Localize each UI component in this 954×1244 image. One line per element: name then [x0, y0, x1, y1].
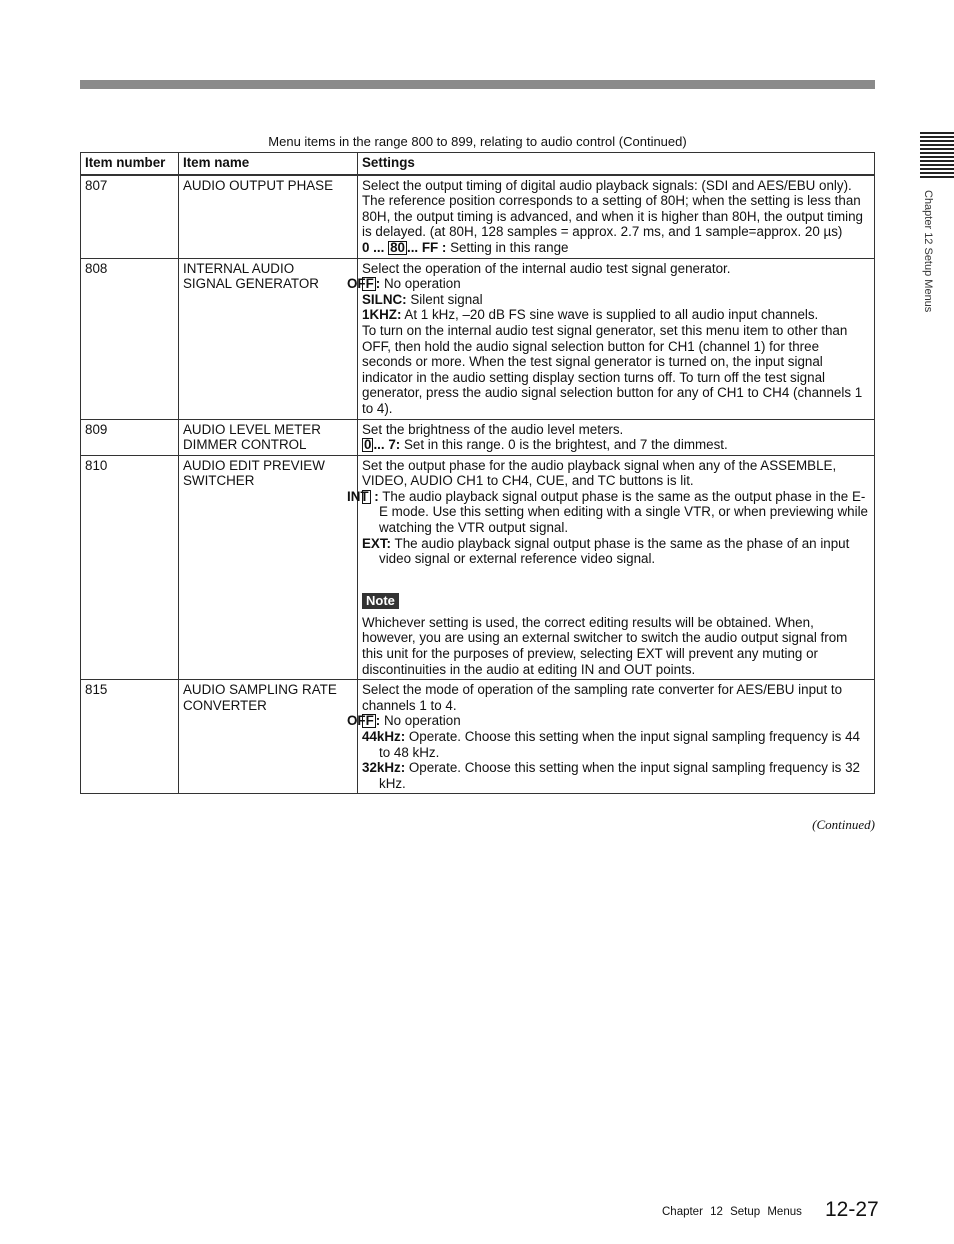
header-item-number: Item number [81, 153, 179, 175]
header-settings: Settings [358, 153, 875, 175]
note-tag: Note [362, 593, 399, 609]
item-settings [347, 258, 875, 419]
option-label: 32kHz: [362, 760, 406, 776]
side-chapter-label: Chapter 12 Setup Menus [922, 190, 934, 313]
range-label [362, 437, 400, 452]
footer-chapter: Chapter 12 Setup Menus [662, 1206, 802, 1218]
table-row [81, 175, 875, 258]
continued-label: (Continued) [812, 817, 875, 832]
item-name [179, 175, 358, 258]
table-row [81, 419, 875, 455]
item-name-line: INTERNAL AUDIO [183, 260, 295, 276]
item-name-line: DIMMER CONTROL [183, 437, 307, 453]
item-name-line: AUDIO OUTPUT PHASE [183, 177, 334, 193]
settings-option [347, 276, 870, 292]
range-suffix: ... 7: [373, 437, 401, 453]
option-label: : [370, 488, 379, 504]
settings-range [362, 437, 870, 453]
range-prefix: 0 ... [362, 239, 389, 255]
option-description: At 1 kHz, –20 dB FS sine wave is supplied to all audio input channels. [401, 307, 819, 323]
top-rule [80, 80, 875, 89]
settings-option [347, 488, 870, 536]
settings-text: Select the operation of the internal audio test signal generator. [362, 260, 731, 276]
settings-option [362, 307, 870, 323]
chapter-tab-marker [920, 132, 954, 178]
item-name [179, 680, 358, 794]
option-description: Operate. Choose this setting when the input signal sampling frequency is 44 to 48 kHz. [379, 729, 860, 760]
table-header-row [81, 153, 875, 175]
option-label: 44kHz: [362, 729, 406, 744]
table-row [81, 258, 875, 419]
option-label: 1KHZ: [362, 307, 402, 323]
item-settings [358, 419, 875, 455]
table-row [81, 455, 875, 680]
settings-text: Select the mode of operation of the sampling rate converter for AES/EBU input to channels 1 to 4. [362, 682, 843, 713]
table-body [81, 175, 875, 794]
item-name-line: AUDIO EDIT PREVIEW [183, 457, 325, 473]
settings-text: Select the output timing of digital audio playback signals: (SDI and AES/EBU only). The reference position corresponds to a setting of 80H; when the setting is less than 80H, the output timing is advanced, and when it is higher than 80H, the output timing is delayed. (at 80H, 128 samples = approx. 2.7 ms, and 1 sample=approx. 20 µs) [362, 177, 863, 240]
settings-range [362, 240, 870, 256]
item-number: 808 [81, 258, 179, 419]
settings-option [362, 729, 870, 760]
range-suffix: ... FF : [406, 239, 447, 255]
default-option-box: OFF [347, 713, 374, 729]
range-description: Set in this range. 0 is the brightest, and 7 the dimmest. [400, 437, 728, 453]
item-number: 810 [81, 455, 179, 680]
page-number: 12-27 [825, 1198, 879, 1221]
option-description: Operate. Choose this setting when the input signal sampling frequency is 32 kHz. [379, 760, 860, 791]
item-name-line: CONVERTER [183, 697, 267, 713]
settings-text: Set the output phase for the audio playback signal when any of the ASSEMBLE, VIDEO, AUDIO CH1 to CH4, CUE, and TC buttons is lit. [362, 457, 837, 489]
default-value-box: 0 [364, 437, 372, 453]
item-name-line: SIGNAL GENERATOR [183, 276, 319, 292]
settings-option [362, 536, 870, 567]
item-name-line: AUDIO LEVEL METER [183, 421, 321, 437]
option-label: : [375, 713, 381, 729]
settings-text: To turn on the internal audio test signal generator, set this menu item to other than OFF, then hold the audio signal selection button for CH1 (channel 1) for three seconds or more. When the test signal generator is turned on, the input signal indicator in the audio setting display section turns off. To turn off the test signal generator, press the audio signal selection button for any of CH1 to CH4 (channels 1 to 4). [362, 322, 863, 416]
item-name-line: AUDIO SAMPLING RATE [183, 682, 337, 698]
range-label [362, 240, 446, 255]
settings-text: Whichever setting is used, the correct editing results will be obtained. When, however, you are using an external switcher to switch the audio output signal from this unit for the purposes of preview, selecting EXT will prevent any muting or discontinuities in the audio at editing IN and OUT points. [362, 614, 848, 677]
item-number: 809 [81, 419, 179, 455]
option-description: Silent signal [406, 291, 483, 307]
option-label: EXT: [362, 535, 392, 551]
settings-option [362, 760, 870, 791]
default-option-box: INT [347, 488, 369, 504]
settings-option [347, 713, 870, 729]
item-settings [347, 680, 875, 794]
item-settings [358, 175, 875, 258]
option-label: SILNC: [362, 291, 407, 307]
option-description: No operation [380, 276, 461, 292]
header-item-name: Item name [179, 153, 358, 175]
settings-table [80, 152, 875, 794]
item-name [179, 258, 358, 419]
settings-text: Set the brightness of the audio level meters. [362, 421, 624, 437]
table-row [81, 680, 875, 794]
table-caption: Menu items in the range 800 to 899, relating to audio control (Continued) [268, 134, 687, 149]
option-label: : [375, 276, 381, 292]
settings-option [362, 292, 870, 308]
option-description: No operation [380, 713, 461, 729]
item-number: 807 [81, 175, 179, 258]
default-value-box: 80 [390, 239, 405, 255]
item-name [179, 419, 358, 455]
item-name [179, 455, 358, 680]
item-settings [347, 455, 875, 680]
option-description: The audio playback signal output phase is the same as the output phase in the E-E mode. Use this setting when editing with a single VTR, or when previewing while watching the VTR output signal. [378, 488, 869, 536]
item-name-line: SWITCHER [183, 473, 255, 489]
note-block [362, 567, 870, 615]
option-description: The audio playback signal output phase is the same as the phase of an input video signal or external reference video signal. [379, 535, 850, 567]
range-description: Setting in this range [446, 239, 569, 255]
item-number: 815 [81, 680, 179, 794]
default-option-box: OFF [347, 276, 374, 292]
